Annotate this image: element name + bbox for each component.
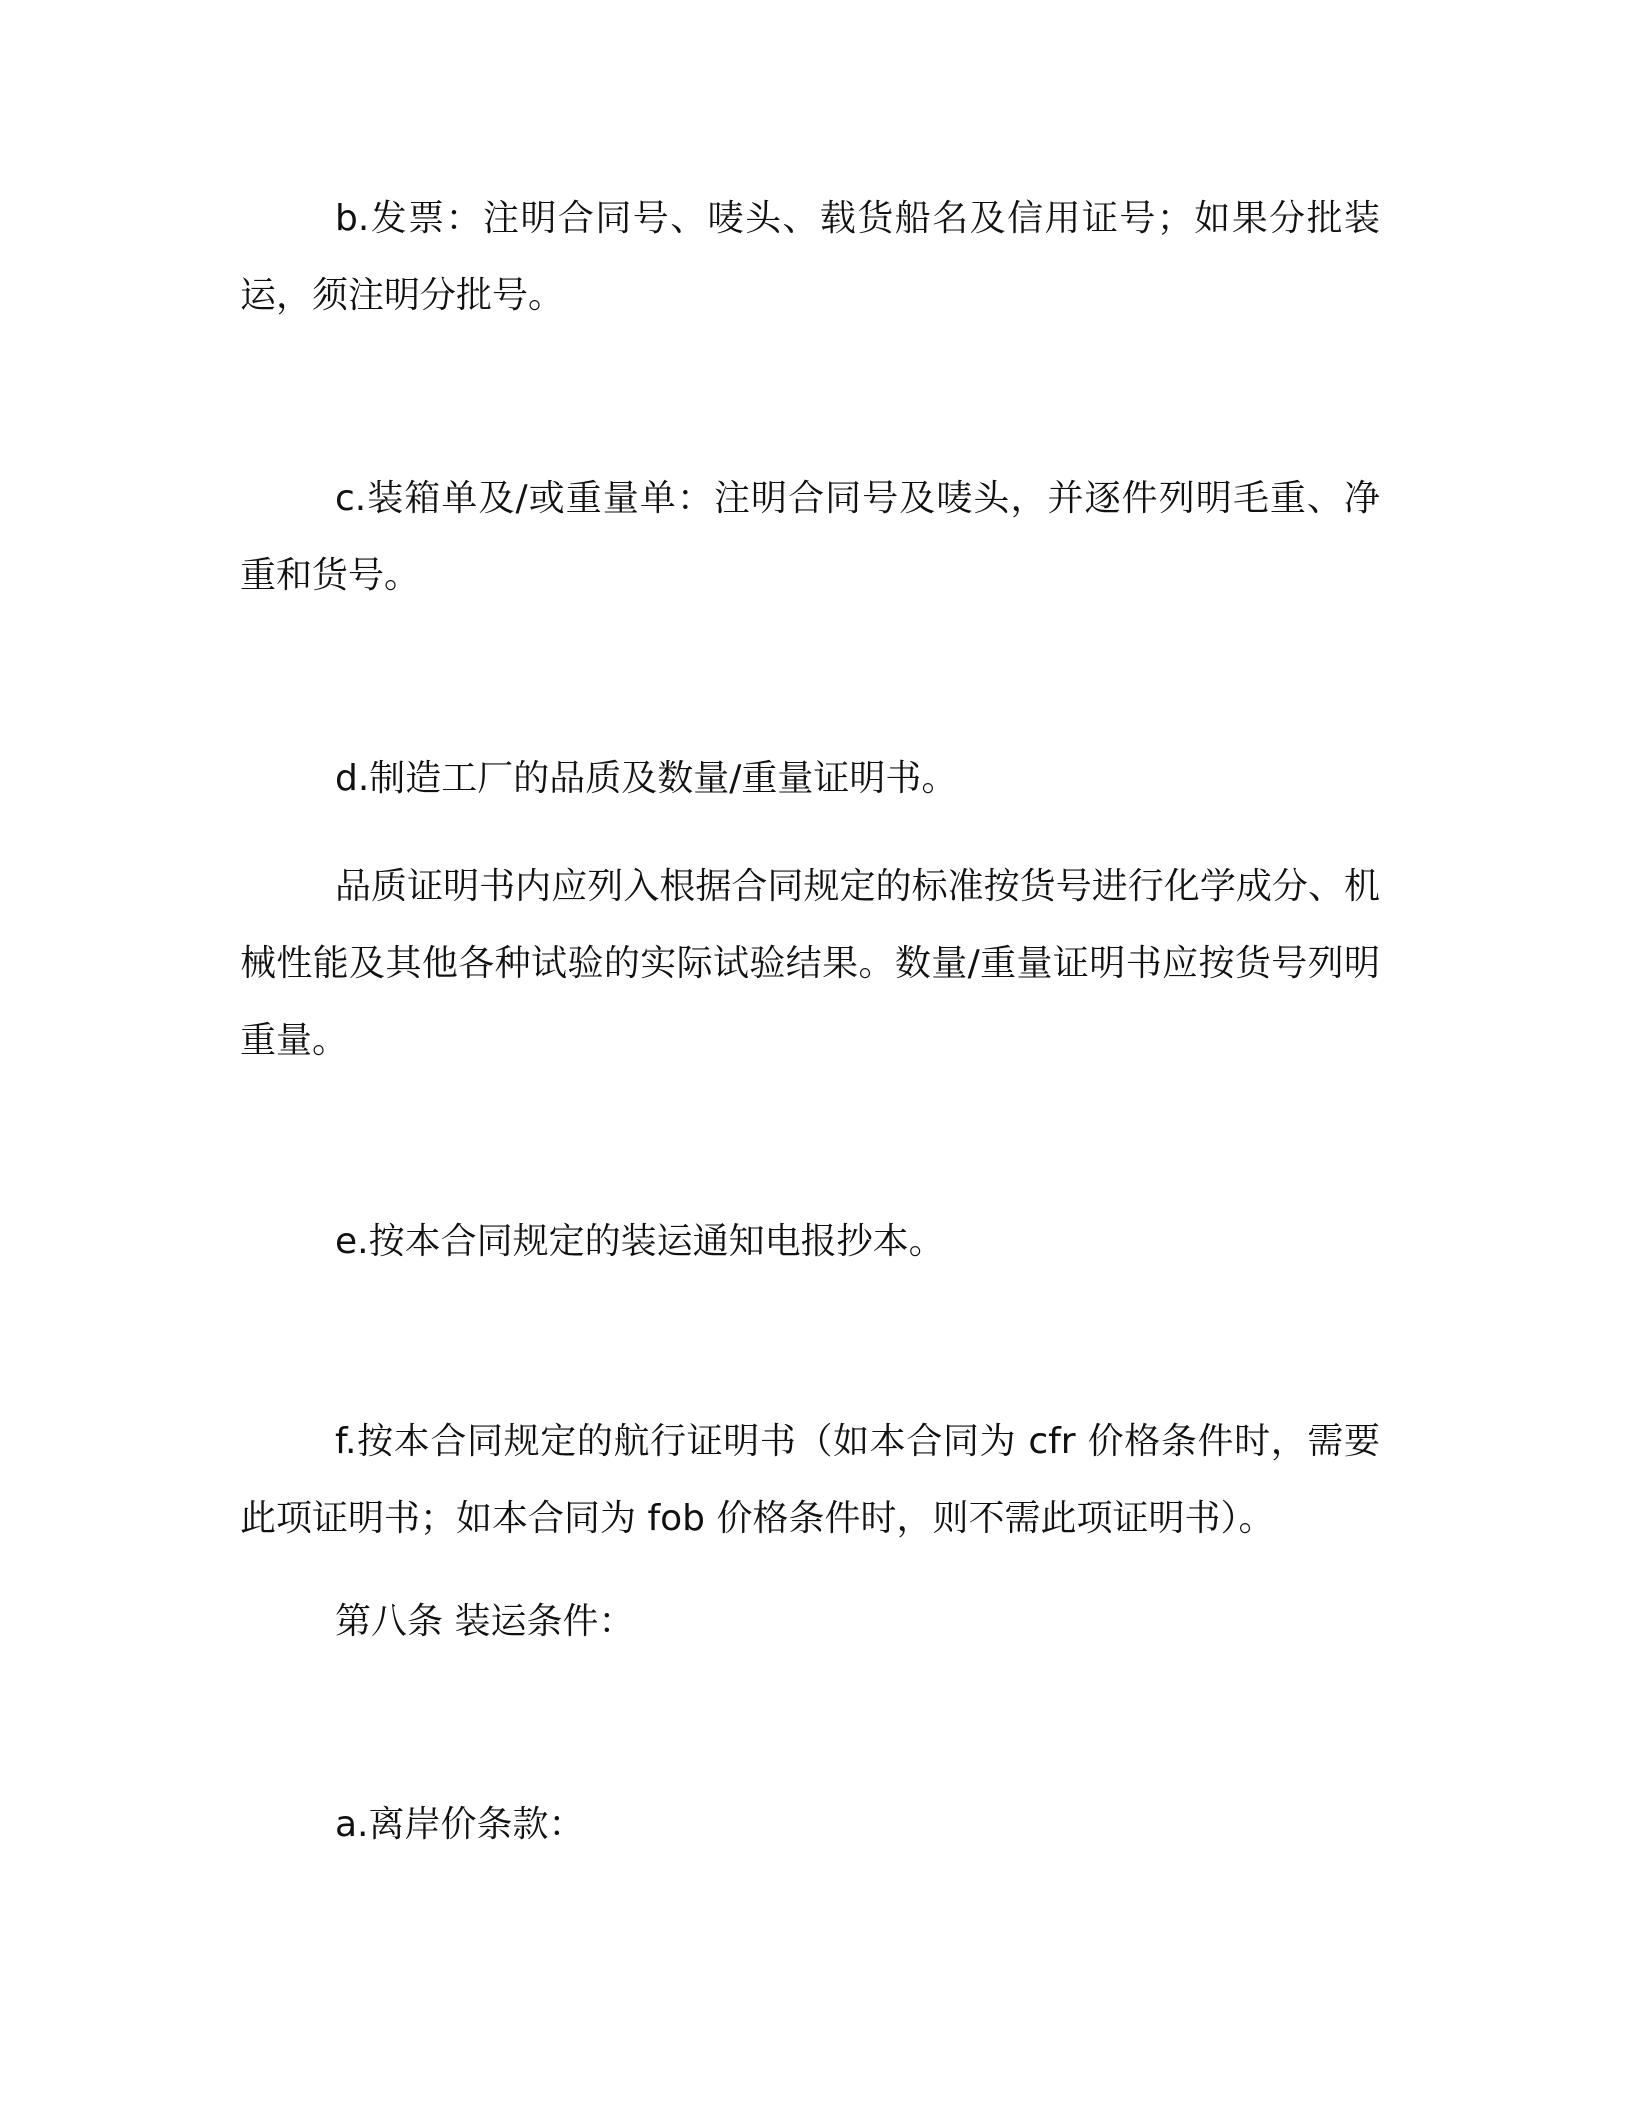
paragraph-quality-certificate: d.制造工厂的品质及数量/重量证明书。 bbox=[335, 758, 958, 799]
paragraph-fob-terms: a.离岸价条款： bbox=[335, 1804, 585, 1845]
article-eight-heading: 第八条 装运条件： bbox=[335, 1601, 635, 1642]
paragraph-certificate-contents: 品质证明书内应列入根据合同规定的标准按货号进行化学成分、机械性能及其他各种试验的实际试验结果。数量/重量证明书应按货号列明重量。 bbox=[240, 866, 1380, 1061]
paragraph-packing-list: c.装箱单及/或重量单：注明合同号及唛头，并逐件列明毛重、净重和货号。 bbox=[240, 478, 1380, 596]
paragraph-invoice: b.发票：注明合同号、唛头、载货船名及信用证号；如果分批装运，须注明分批号。 bbox=[240, 198, 1380, 316]
paragraph-navigation-certificate: f.按本合同规定的航行证明书（如本合同为 cfr 价格条件时，需要此项证明书；如本合同为 fob 价格条件时，则不需此项证明书）。 bbox=[240, 1421, 1380, 1539]
paragraph-shipping-advice: e.按本合同规定的装运通知电报抄本。 bbox=[335, 1221, 945, 1262]
